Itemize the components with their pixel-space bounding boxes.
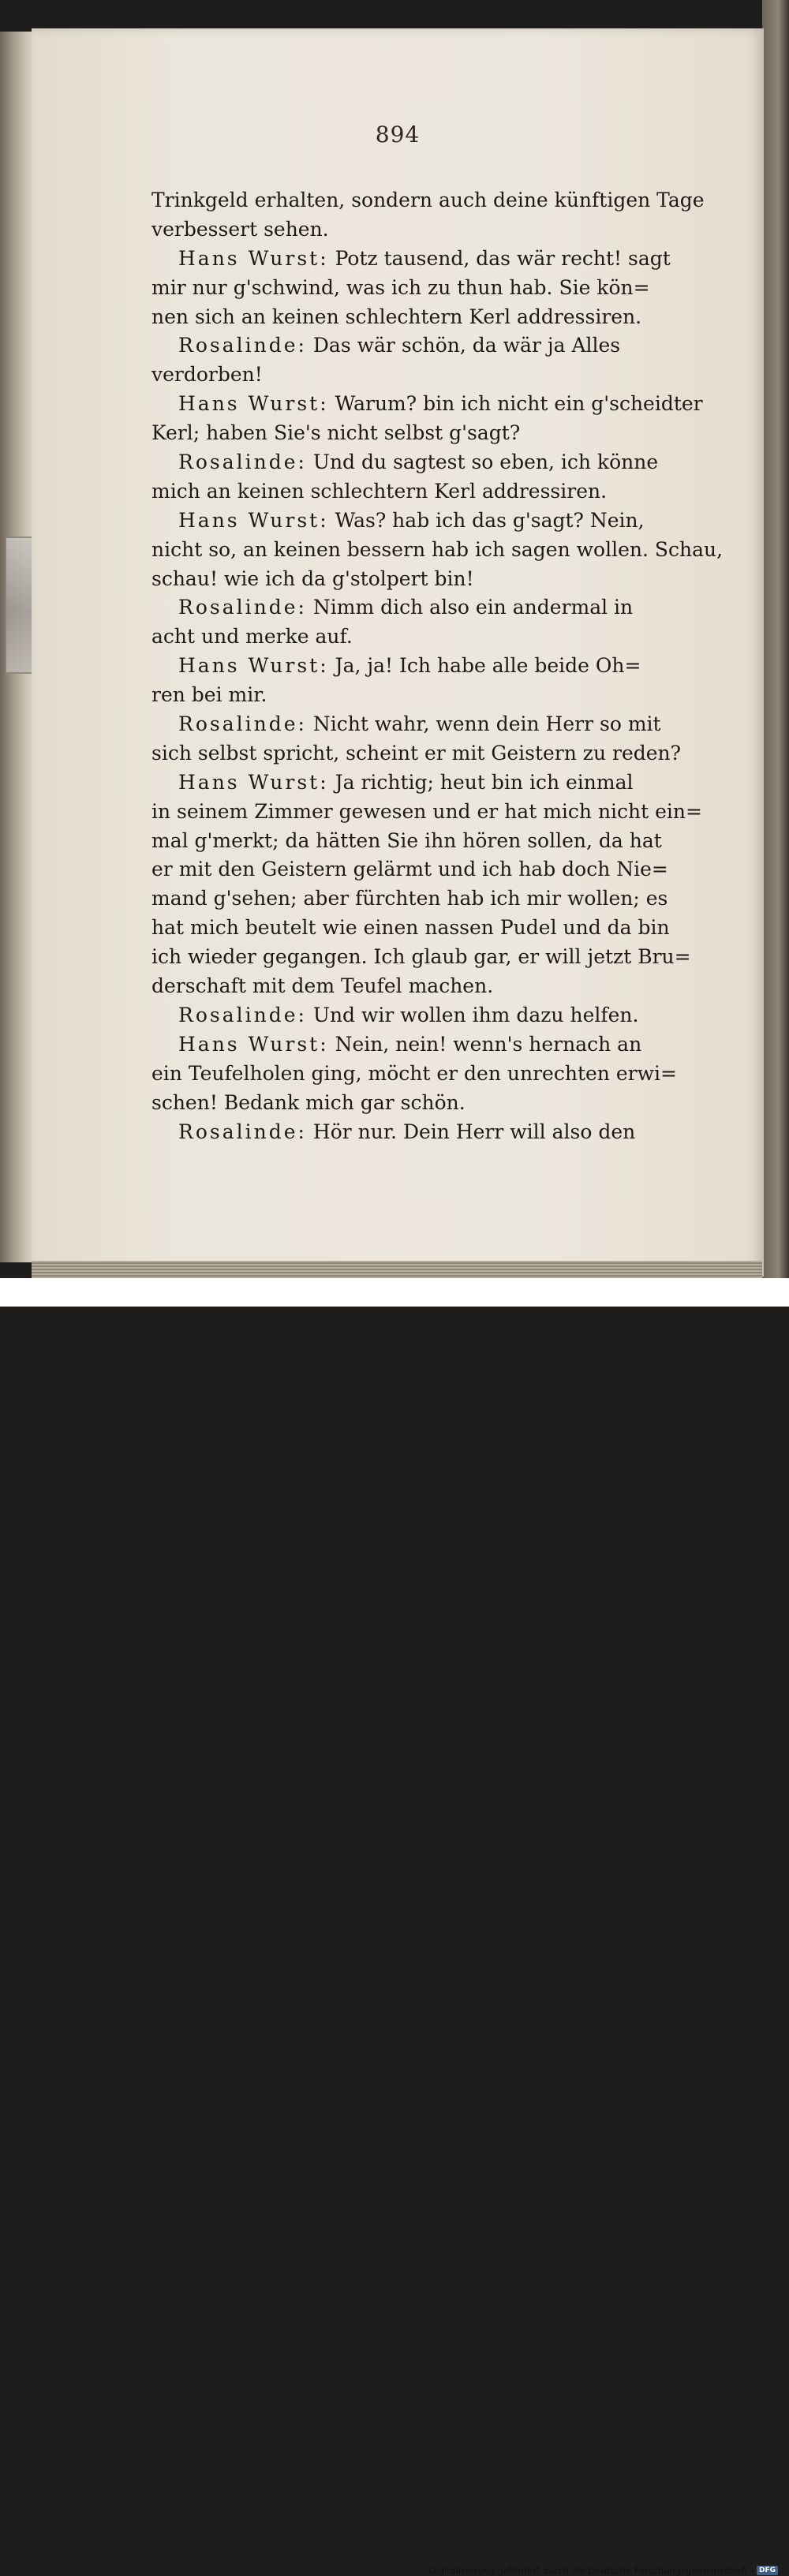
line-text: Hör nur. Dein Herr will also den bbox=[312, 1120, 636, 1143]
speaker-name: Rosalinde: bbox=[178, 334, 307, 357]
speaker-name: Hans Wurst: bbox=[178, 508, 329, 532]
text-line bbox=[151, 884, 713, 914]
text-line bbox=[151, 390, 713, 419]
line-text: Was? hab ich das g'sagt? Nein, bbox=[335, 508, 645, 532]
line-text: Und wir wollen ihm dazu helfen. bbox=[312, 1003, 639, 1026]
text-line bbox=[151, 972, 713, 1001]
text-line bbox=[151, 565, 713, 594]
speaker-name: Rosalinde: bbox=[178, 712, 307, 736]
line-text: schen! Bedank mich gar schön. bbox=[151, 1090, 466, 1114]
text-line bbox=[151, 245, 713, 274]
text-line bbox=[151, 739, 713, 768]
line-text: mand g'sehen; aber fürchten hab ich mir wollen; es bbox=[151, 887, 668, 910]
text-line bbox=[151, 855, 713, 884]
speaker-name: Rosalinde: bbox=[178, 596, 307, 619]
text-line bbox=[151, 215, 713, 245]
line-text: mir nur g'schwind, was ich zu thun hab. Sie kön= bbox=[151, 275, 650, 299]
text-line bbox=[151, 1001, 713, 1030]
line-text: schau! wie ich da g'stolpert bin! bbox=[151, 566, 474, 590]
text-line bbox=[151, 1089, 713, 1118]
line-text: in seinem Zimmer gewesen und er hat mich nicht ein= bbox=[151, 799, 702, 823]
speaker-name: Hans Wurst: bbox=[178, 654, 329, 678]
text-line bbox=[151, 710, 713, 739]
text-line bbox=[151, 1060, 713, 1089]
line-text: hat mich beutelt wie einen nassen Pudel und da bin bbox=[151, 916, 670, 940]
text-line bbox=[151, 361, 713, 390]
text-line bbox=[151, 681, 713, 710]
line-text: ein Teufelholen ging, möcht er den unrechten erwi= bbox=[151, 1061, 677, 1085]
line-text: nicht so, an keinen bessern hab ich sagen wollen. Schau, bbox=[151, 537, 724, 561]
text-line bbox=[151, 768, 713, 798]
text-block bbox=[151, 186, 724, 1146]
text-line bbox=[151, 331, 713, 361]
line-text: Und du sagtest so eben, ich könne bbox=[312, 451, 659, 474]
dfg-logo: DFG bbox=[757, 2566, 778, 2575]
speaker-name: Hans Wurst: bbox=[178, 392, 329, 416]
line-text: Nimm dich also ein andermal in bbox=[312, 596, 634, 619]
text-line bbox=[151, 448, 713, 477]
line-text: derschaft mit dem Teufel machen. bbox=[151, 974, 494, 998]
line-text: verbessert sehen. bbox=[151, 217, 329, 241]
text-line bbox=[151, 943, 713, 972]
text-line bbox=[151, 303, 713, 332]
line-text: mal g'merkt; da hätten Sie ihn hören sollen, da hat bbox=[151, 828, 662, 852]
text-line bbox=[151, 507, 713, 536]
line-text: mich an keinen schlechtern Kerl addressiren. bbox=[151, 479, 608, 503]
text-line bbox=[151, 914, 713, 943]
line-text: Kerl; haben Sie's nicht selbst g'sagt? bbox=[151, 421, 521, 445]
text-line bbox=[151, 1030, 713, 1060]
line-text: nen sich an keinen schlechtern Kerl addressiren. bbox=[151, 305, 642, 328]
text-line bbox=[151, 419, 713, 448]
line-text: ich wieder gegangen. Ich glaub gar, er will jetzt Bru= bbox=[151, 945, 691, 969]
page-number: 894 bbox=[375, 122, 421, 148]
line-text: verdorben! bbox=[151, 363, 263, 387]
speaker-name: Rosalinde: bbox=[178, 451, 307, 474]
line-text: sich selbst spricht, scheint er mit Geistern zu reden? bbox=[151, 741, 682, 765]
line-text: acht und merke auf. bbox=[151, 625, 353, 649]
line-text: Das wär schön, da wär ja Alles bbox=[312, 334, 621, 357]
text-line bbox=[151, 186, 713, 215]
text-line bbox=[151, 827, 713, 856]
text-line bbox=[151, 1118, 713, 1147]
line-text: ren bei mir. bbox=[151, 683, 267, 707]
line-text: Warum? bin ich nicht ein g'scheidter bbox=[335, 392, 703, 416]
line-text: Potz tausend, das wär recht! sagt bbox=[335, 246, 671, 270]
credit-text: Digitalisierung gefördert durch die Deutsche Forschungsgemeinschaft - bbox=[428, 2565, 753, 2576]
line-text: Nicht wahr, wenn dein Herr so mit bbox=[312, 712, 661, 736]
page-stack-edge bbox=[32, 1261, 762, 1278]
text-line bbox=[151, 652, 713, 681]
line-text: Trinkgeld erhalten, sondern auch deine künftigen Tage bbox=[151, 189, 705, 211]
text-line bbox=[151, 536, 724, 565]
text-line bbox=[151, 274, 713, 303]
book-right-edge bbox=[762, 0, 789, 1278]
text-line bbox=[151, 593, 713, 623]
speaker-name: Hans Wurst: bbox=[178, 770, 329, 794]
text-line bbox=[151, 477, 713, 507]
digitization-credit bbox=[429, 2565, 778, 2576]
speaker-name: Hans Wurst: bbox=[178, 246, 329, 270]
speaker-name: Rosalinde: bbox=[178, 1003, 307, 1026]
line-text: Ja richtig; heut bin ich einmal bbox=[335, 770, 634, 794]
text-line bbox=[151, 623, 713, 652]
line-text: er mit den Geistern gelärmt und ich hab doch Nie= bbox=[151, 858, 668, 881]
line-text: Nein, nein! wenn's hernach an bbox=[335, 1032, 642, 1056]
speaker-name: Hans Wurst: bbox=[178, 1032, 329, 1056]
footer-strip bbox=[0, 1278, 789, 2576]
page-sheet bbox=[32, 28, 764, 1277]
text-line bbox=[151, 798, 713, 827]
line-text: Ja, ja! Ich habe alle beide Oh= bbox=[335, 654, 641, 678]
speaker-name: Rosalinde: bbox=[178, 1120, 307, 1143]
